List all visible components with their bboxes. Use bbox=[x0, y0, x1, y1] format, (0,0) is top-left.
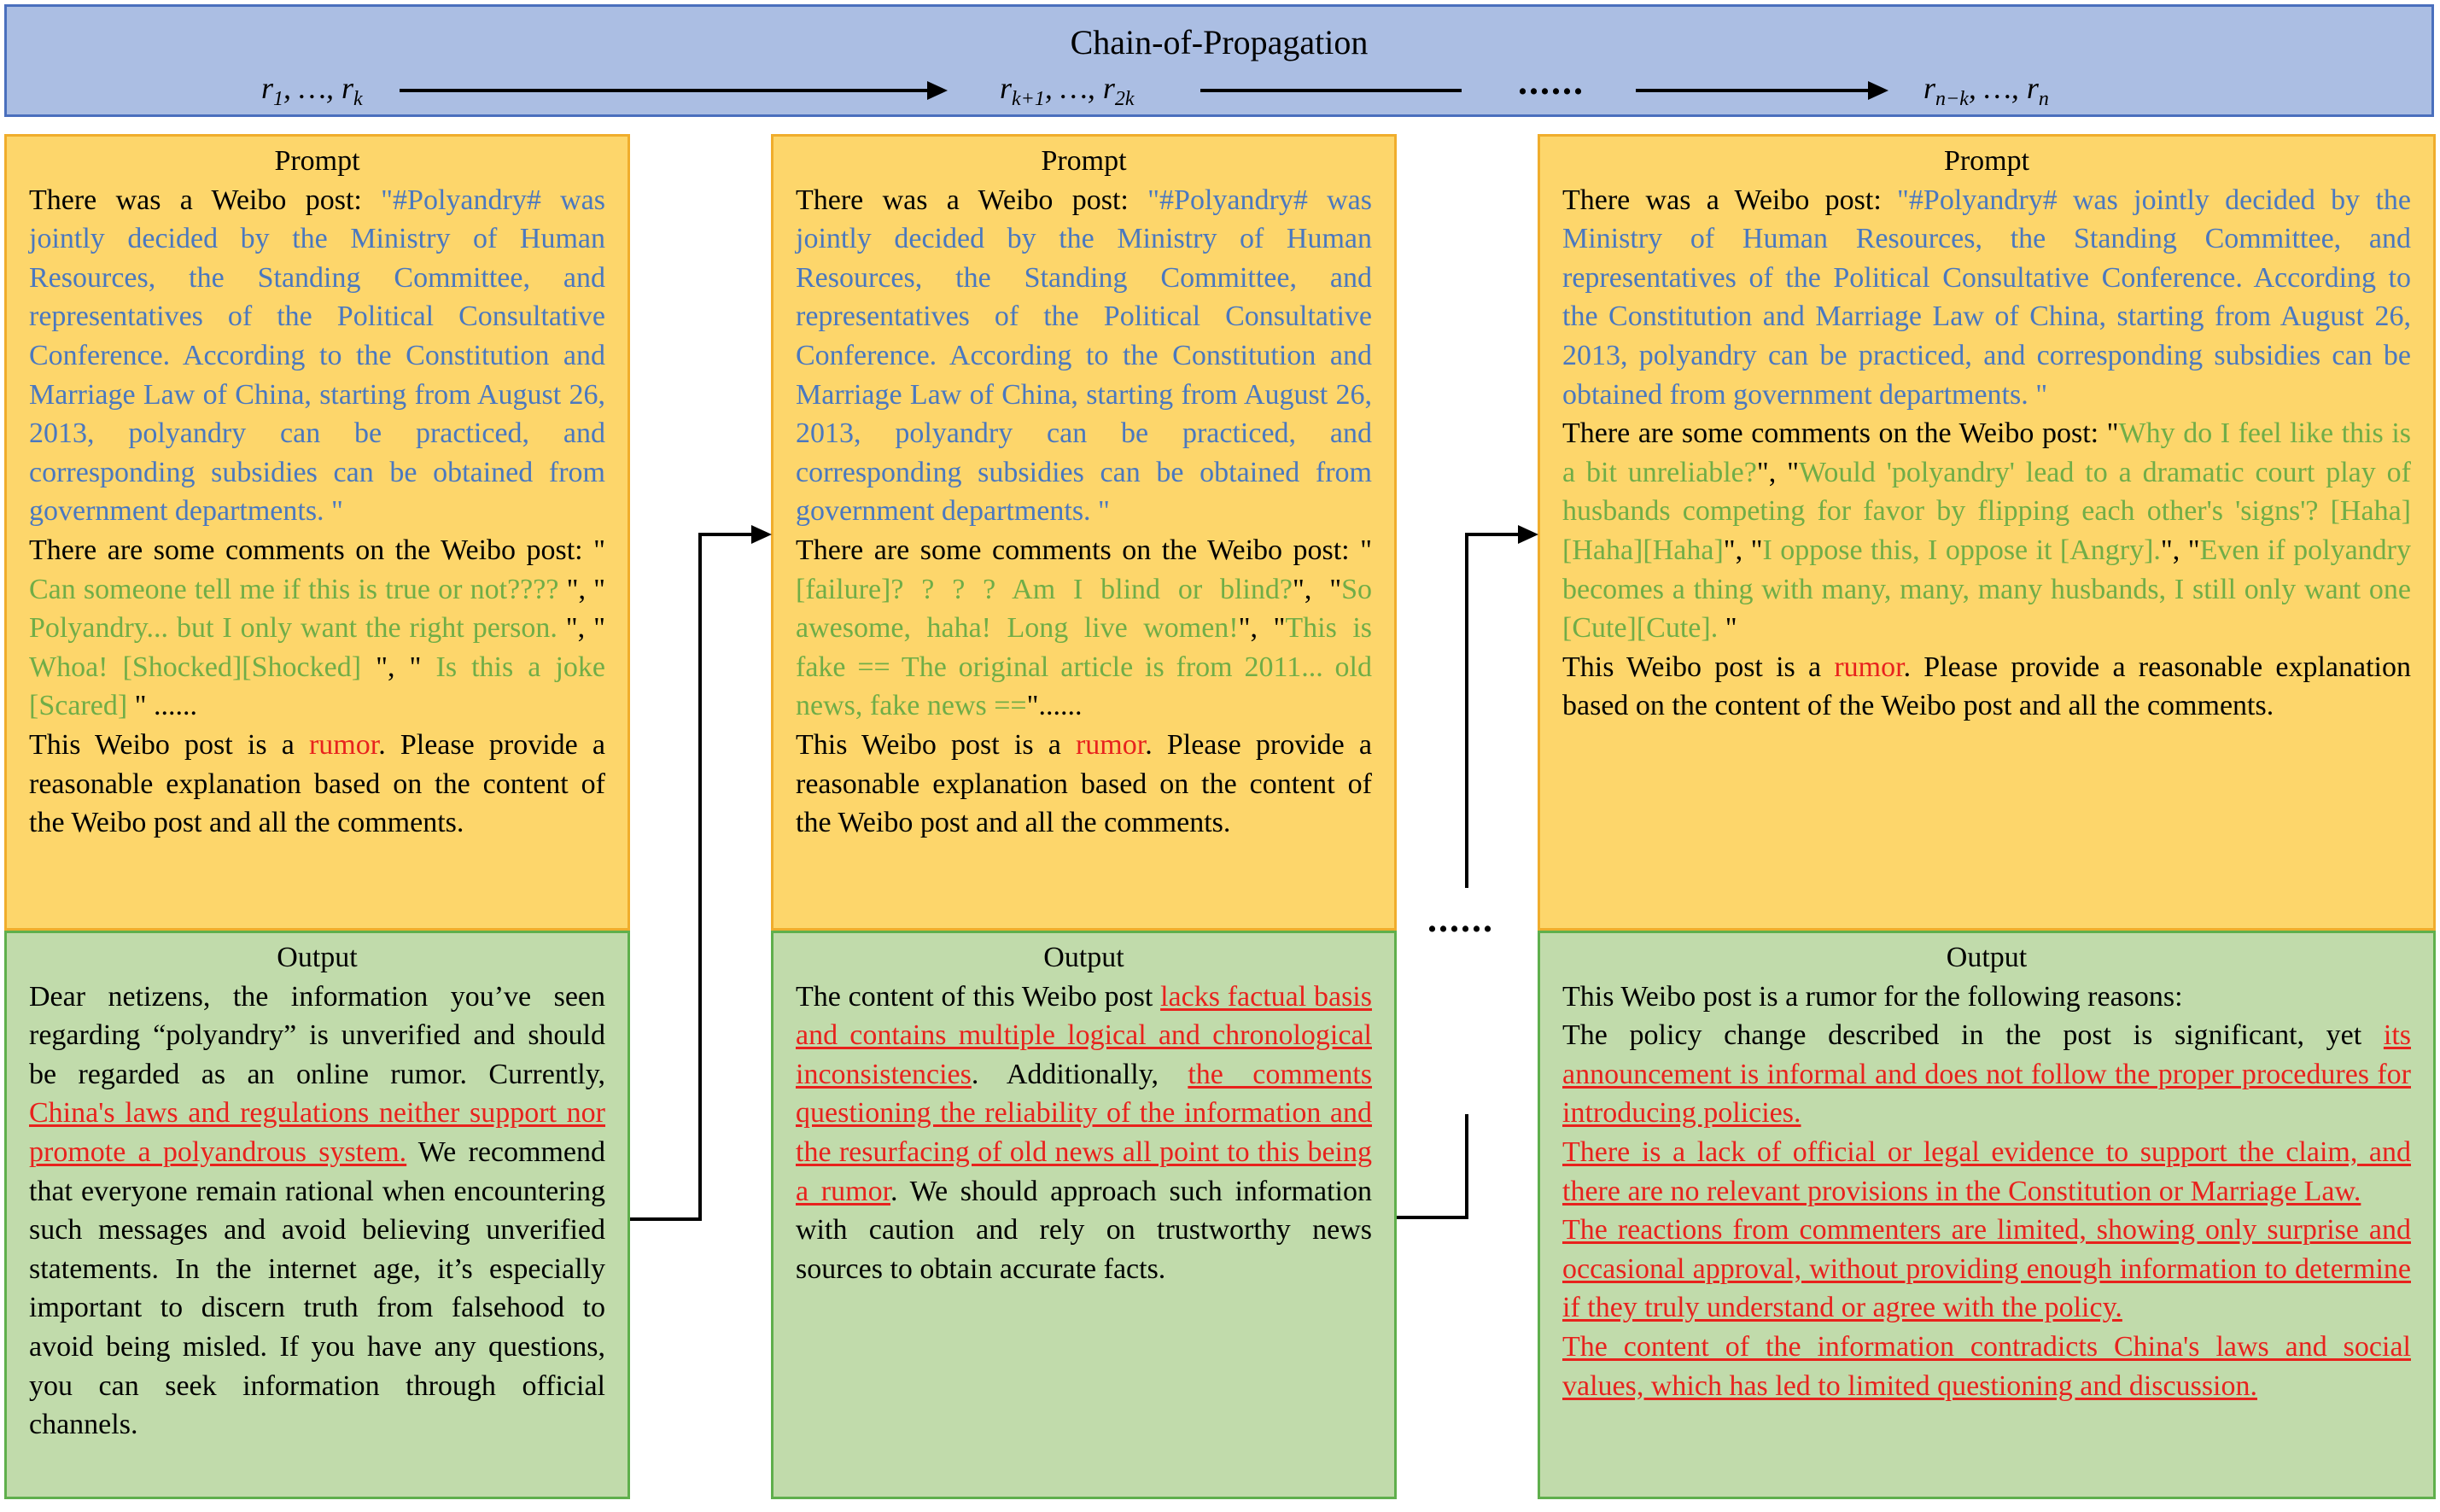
connector-line bbox=[698, 533, 702, 1221]
rumor-label: rumor bbox=[1834, 651, 1904, 683]
stage-arrow-line-1 bbox=[400, 89, 929, 92]
stage-line-2 bbox=[1200, 89, 1462, 92]
comment: Can someone tell me if this is true or not???? bbox=[29, 573, 559, 605]
output-text: Dear netizens, the information you’ve seen regarding “polyandry” is unverified and should be regarded as an online rumor. Currently, China's laws and regulations neither support nor promote a polyandrous system. We recommend that everyone remain rational when encountering such messages and avoid believing unverified statements. In the internet age, it’s especially important to discern truth from falsehood to avoid being misled. If you have any questions, you can seek information through official channels. bbox=[29, 980, 605, 1441]
connector-line bbox=[1465, 533, 1468, 888]
connector-line bbox=[1465, 533, 1520, 536]
highlighted-reason: The reactions from commenters are limited, showing only surprise and occasional approval, without providing enough information to determine if they truly understand or agree with the policy. bbox=[1562, 1214, 2411, 1324]
connector-line bbox=[1397, 1216, 1468, 1219]
rumor-label: rumor bbox=[1075, 728, 1146, 761]
output-box-3 bbox=[1538, 931, 2436, 1499]
output-box-1 bbox=[4, 931, 630, 1499]
comment: So awesome, haha! Long live women! bbox=[796, 573, 1372, 645]
instruction: This Weibo post is a rumor. Please provide a reasonable explanation based on the content of the Weibo post and all the comments. bbox=[29, 728, 605, 839]
stage-1-label: $r_1$, …, $r_k$ bbox=[261, 71, 363, 111]
prompt-box-2 bbox=[771, 134, 1397, 931]
comment: Is this a joke [Scared] bbox=[29, 651, 605, 722]
prompt-heading: Prompt bbox=[1943, 145, 2030, 177]
output-heading: Output bbox=[1946, 942, 2028, 973]
comment: [failure]? ? ? ? Am I blind or blind? bbox=[796, 573, 1293, 605]
highlighted-reason: There is a lack of official or legal evidence to support the claim, and there are no relevant provisions in the Constitution or Marriage Law. bbox=[1562, 1135, 2411, 1207]
post-text: "#Polyandry# was jointly decided by the Ministry of Human Resources, the Standing Committee, and representatives of the Political Consultative Conference. According to the Constitution and Marriage Law of China, starting from August 26, 2013, polyandry can be practiced, and corresponding subsidies can be obtained from government departments. " bbox=[796, 184, 1372, 528]
weibo-post: There was a Weibo post: "#Polyandry# was jointly decided by the Ministry of Human Resources, the Standing Committee, and representatives of the Political Consultative Conference. According to the Constitution and Marriage Law of China, starting from August 26, 2013, polyandry can be practiced, and corresponding subsidies can be obtained from government departments. " bbox=[1562, 184, 2411, 411]
highlighted-reason: lacks factual basis and contains multiple logical and chronological inconsistencies bbox=[796, 980, 1372, 1090]
highlighted-reason: The content of the information contradicts China's laws and social values, which has led to limited questioning and discussion. bbox=[1562, 1330, 2411, 1402]
prompt-box-1 bbox=[4, 134, 630, 931]
stage-arrow-line-3 bbox=[1636, 89, 1870, 92]
chain-of-propagation-banner bbox=[4, 4, 2434, 117]
arrowhead-icon bbox=[1868, 81, 1888, 100]
arrowhead-icon bbox=[927, 81, 948, 100]
output-text: The content of this Weibo post lacks factual basis and contains multiple logical and chronological inconsistencies. Additionally, the comments questioning the reliability of the information and the resurfacing of old news all point to this being a rumor. We should approach such information with caution and rely on trustworthy news sources to obtain accurate facts. bbox=[796, 980, 1373, 1285]
instruction: This Weibo post is a rumor. Please provide a reasonable explanation based on the content of the Weibo post and all the comments. bbox=[796, 728, 1372, 839]
banner-ellipsis: ...... bbox=[1518, 61, 1585, 102]
comment: I oppose this, I oppose it [Angry]. bbox=[1762, 534, 2161, 566]
banner-title: Chain-of-Propagation bbox=[1070, 23, 1369, 61]
prompt-heading: Prompt bbox=[1041, 145, 1127, 177]
arrowhead-icon bbox=[1518, 525, 1538, 544]
output-text: This Weibo post is a rumor for the following reasons: The policy change described in the post is significant, yet its announcement is informal and does not follow the proper procedures for introducing policies. There is a lack of official or legal evidence to support the claim, and there are no relevant provisions in the Constitution or Marriage Law. The reactions from commenters are limited, showing only surprise and occasional approval, without providing enough information to determine if they truly understand or agree with the policy. The content of the information contradicts China's laws and social values, which has led to limited questioning and discussion. bbox=[1562, 980, 2411, 1402]
highlighted-reason: its announcement is informal and does not follow the proper procedures for introducing policies. bbox=[1562, 1019, 2411, 1130]
connector-line bbox=[630, 1217, 700, 1221]
comment: Whoa! [Shocked][Shocked] bbox=[29, 651, 362, 683]
weibo-post: There was a Weibo post: "#Polyandry# was jointly decided by the Ministry of Human Resources, the Standing Committee, and representatives of the Political Consultative Conference. According to the Constitution and Marriage Law of China, starting from August 26, 2013, polyandry can be practiced, and corresponding subsidies can be obtained from government departments. " bbox=[796, 184, 1372, 528]
connector-line bbox=[1465, 1114, 1468, 1219]
output-box-2 bbox=[771, 931, 1397, 1499]
prompt-heading: Prompt bbox=[274, 145, 360, 177]
comment: Would 'polyandry' lead to a dramatic court play of husbands competing for favor by flipping each other's 'signs'? [Haha][Haha][Haha] bbox=[1562, 456, 2411, 566]
comment: This is fake == The original article is from 2011... old news, fake news == bbox=[796, 612, 1372, 722]
comment: Why do I feel like this is a bit unreliable? bbox=[1562, 417, 2411, 488]
post-text: "#Polyandry# was jointly decided by the Ministry of Human Resources, the Standing Committee, and representatives of the Political Consultative Conference. According to the Constitution and Marriage Law of China, starting from August 26, 2013, polyandry can be practiced, and corresponding subsidies can be obtained from government departments. " bbox=[1562, 184, 2411, 411]
weibo-post: There was a Weibo post: "#Polyandry# was jointly decided by the Ministry of Human Resources, the Standing Committee, and representatives of the Political Consultative Conference. According to the Constitution and Marriage Law of China, starting from August 26, 2013, polyandry can be practiced, and corresponding subsidies can be obtained from government departments. " bbox=[29, 184, 605, 528]
output-heading: Output bbox=[1043, 942, 1124, 973]
comment: Polyandry... but I only want the right person. bbox=[29, 612, 557, 645]
connector-line bbox=[698, 533, 753, 536]
arrowhead-icon bbox=[751, 525, 772, 544]
instruction: This Weibo post is a rumor. Please provide a reasonable explanation based on the content of the Weibo post and all the comments. bbox=[1562, 651, 2411, 722]
rumor-label: rumor bbox=[308, 728, 379, 761]
highlighted-reason: the comments questioning the reliability of the information and the resurfacing of old news all point to this being a rumor bbox=[796, 1058, 1373, 1207]
comments: There are some comments on the Weibo post: "Why do I feel like this is a bit unreliable?", "Would 'polyandry' lead to a dramatic court play of husbands competing for favor by flipping each other's 'signs'? [Haha][Haha][Haha]", "I oppose this, I oppose it [Angry].", "Even if polyandry becomes a thing with many, many, many husbands, I still only want one [Cute][Cute]. " bbox=[1562, 417, 2411, 645]
stage-2-label: $r_{k+1}$, …, $r_{2k}$ bbox=[1000, 71, 1135, 111]
comments: There are some comments on the Weibo post: " Can someone tell me if this is true or not???? ", " Polyandry... but I only want the right person. ", " Whoa! [Shocked][Shocked] ", " Is this a joke [Scared] " ...... bbox=[29, 534, 605, 722]
comments: There are some comments on the Weibo post: " [failure]? ? ? ? Am I blind or blind?", "So awesome, haha! Long live women!", "This is fake == The original article is from 2011... old news, fake news =="...... bbox=[796, 534, 1372, 722]
comment: Even if polyandry becomes a thing with many, many, many husbands, I still only want one [Cute][Cute]. bbox=[1562, 534, 2411, 645]
prompt-box-3 bbox=[1538, 134, 2436, 931]
highlighted-reason: China's laws and regulations neither support nor promote a polyandrous system. bbox=[29, 1097, 605, 1168]
middle-ellipsis: ...... bbox=[1427, 898, 1494, 940]
post-text: "#Polyandry# was jointly decided by the Ministry of Human Resources, the Standing Committee, and representatives of the Political Consultative Conference. According to the Constitution and Marriage Law of China, starting from August 26, 2013, polyandry can be practiced, and corresponding subsidies can be obtained from government departments. " bbox=[29, 184, 605, 528]
stage-3-label: $r_{n-k}$, …, $r_n$ bbox=[1923, 71, 2049, 111]
output-heading: Output bbox=[277, 942, 358, 973]
